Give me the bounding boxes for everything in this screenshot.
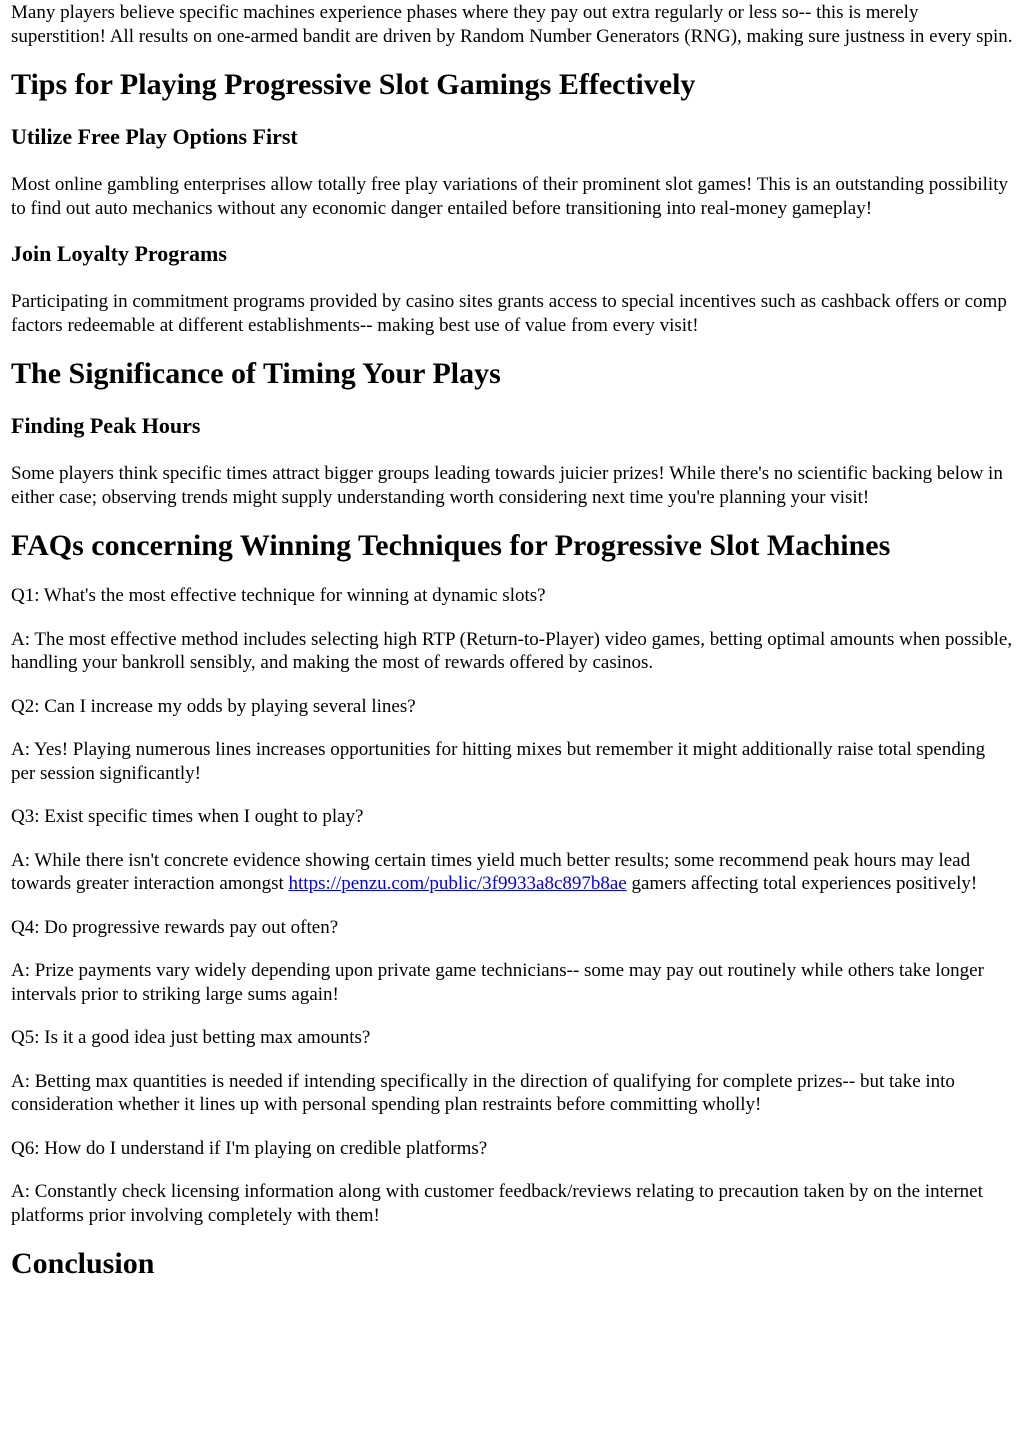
faq-answer-4: A: Prize payments vary widely depending upon private game technicians-- some may pay out routinely while others take longer intervals prior to striking large sums again!: [11, 960, 984, 1005]
loyalty-paragraph: Participating in commitment programs provided by casino sites grants access to special incentives such as cashback offers or comp factors redeemable at different establishments-- making best use of value from every visit!: [11, 291, 1007, 336]
faqs-heading: FAQs concerning Winning Techniques for Progressive Slot Machines: [11, 529, 891, 562]
faq-answer-6: A: Constantly check licensing information along with customer feedback/reviews relating to precaution taken by on the internet platforms prior involving completely with them!: [11, 1181, 983, 1226]
faq-answer-3: [11, 849, 1013, 896]
faq-question-1: Q1: What's the most effective technique for winning at dynamic slots?: [11, 585, 546, 606]
loyalty-heading: Join Loyalty Programs: [11, 241, 227, 266]
peak-hours-heading: Finding Peak Hours: [11, 413, 201, 438]
free-play-heading: Utilize Free Play Options First: [11, 124, 298, 149]
intro-paragraph: Many players believe specific machines experience phases where they pay out extra regularly or less so-- this is merely superstition! All results on one-armed bandit are driven by Random Number Generators (RNG), making sure justness in every spin.: [11, 2, 1013, 47]
faq-question-2: Q2: Can I increase my odds by playing several lines?: [11, 695, 416, 717]
faq-question-6: Q6: How do I understand if I'm playing on credible platforms?: [11, 1137, 488, 1159]
faq-answer-1: A: The most effective method includes selecting high RTP (Return-to-Player) video games, betting optimal amounts when possible, handling your bankroll sensibly, and making the most of rewards offered by casinos.: [11, 628, 1013, 673]
article: [0, 1, 1024, 1281]
tips-heading: Tips for Playing Progressive Slot Gamings Effectively: [11, 68, 696, 101]
free-play-paragraph: Most online gambling enterprises allow totally free play variations of their prominent slot games! This is an outstanding possibility to find out auto mechanics without any economic danger entailed before transitioning into real-money gameplay!: [11, 174, 1008, 219]
faq-question-5: Q5: Is it a good idea just betting max amounts?: [11, 1027, 371, 1048]
faq-question-4: Q4: Do progressive rewards pay out often?: [11, 916, 339, 938]
timing-heading: The Significance of Timing Your Plays: [11, 357, 501, 390]
faq-answer-2: A: Yes! Playing numerous lines increases opportunities for hitting mixes but remember it might additionally raise total spending per session significantly!: [11, 739, 986, 784]
conclusion-heading: Conclusion: [11, 1247, 155, 1280]
faq-question-3: Q3: Exist specific times when I ought to play?: [11, 806, 364, 827]
faq-answer-3-text-end: gamers affecting total experiences positively!: [626, 873, 978, 894]
faq-answer-5: A: Betting max quantities is needed if intending specifically in the direction of qualifying for complete prizes-- but take into consideration whether it lines up with personal spending plan restraints before committing wholly!: [11, 1070, 955, 1115]
faq-answer-3-text-start: A: While there isn't concrete evidence showing certain times yield much better results; some recommend peak hours may lead towards greater interaction amongst: [11, 849, 971, 894]
penzu-link[interactable]: https://penzu.com/public/3f9933a8c897b8ae: [288, 873, 627, 894]
peak-hours-paragraph: Some players think specific times attract bigger groups leading towards juicier prizes! While there's no scientific backing below in either case; observing trends might supply understanding worth considering next time you're planning your visit!: [11, 463, 1003, 508]
